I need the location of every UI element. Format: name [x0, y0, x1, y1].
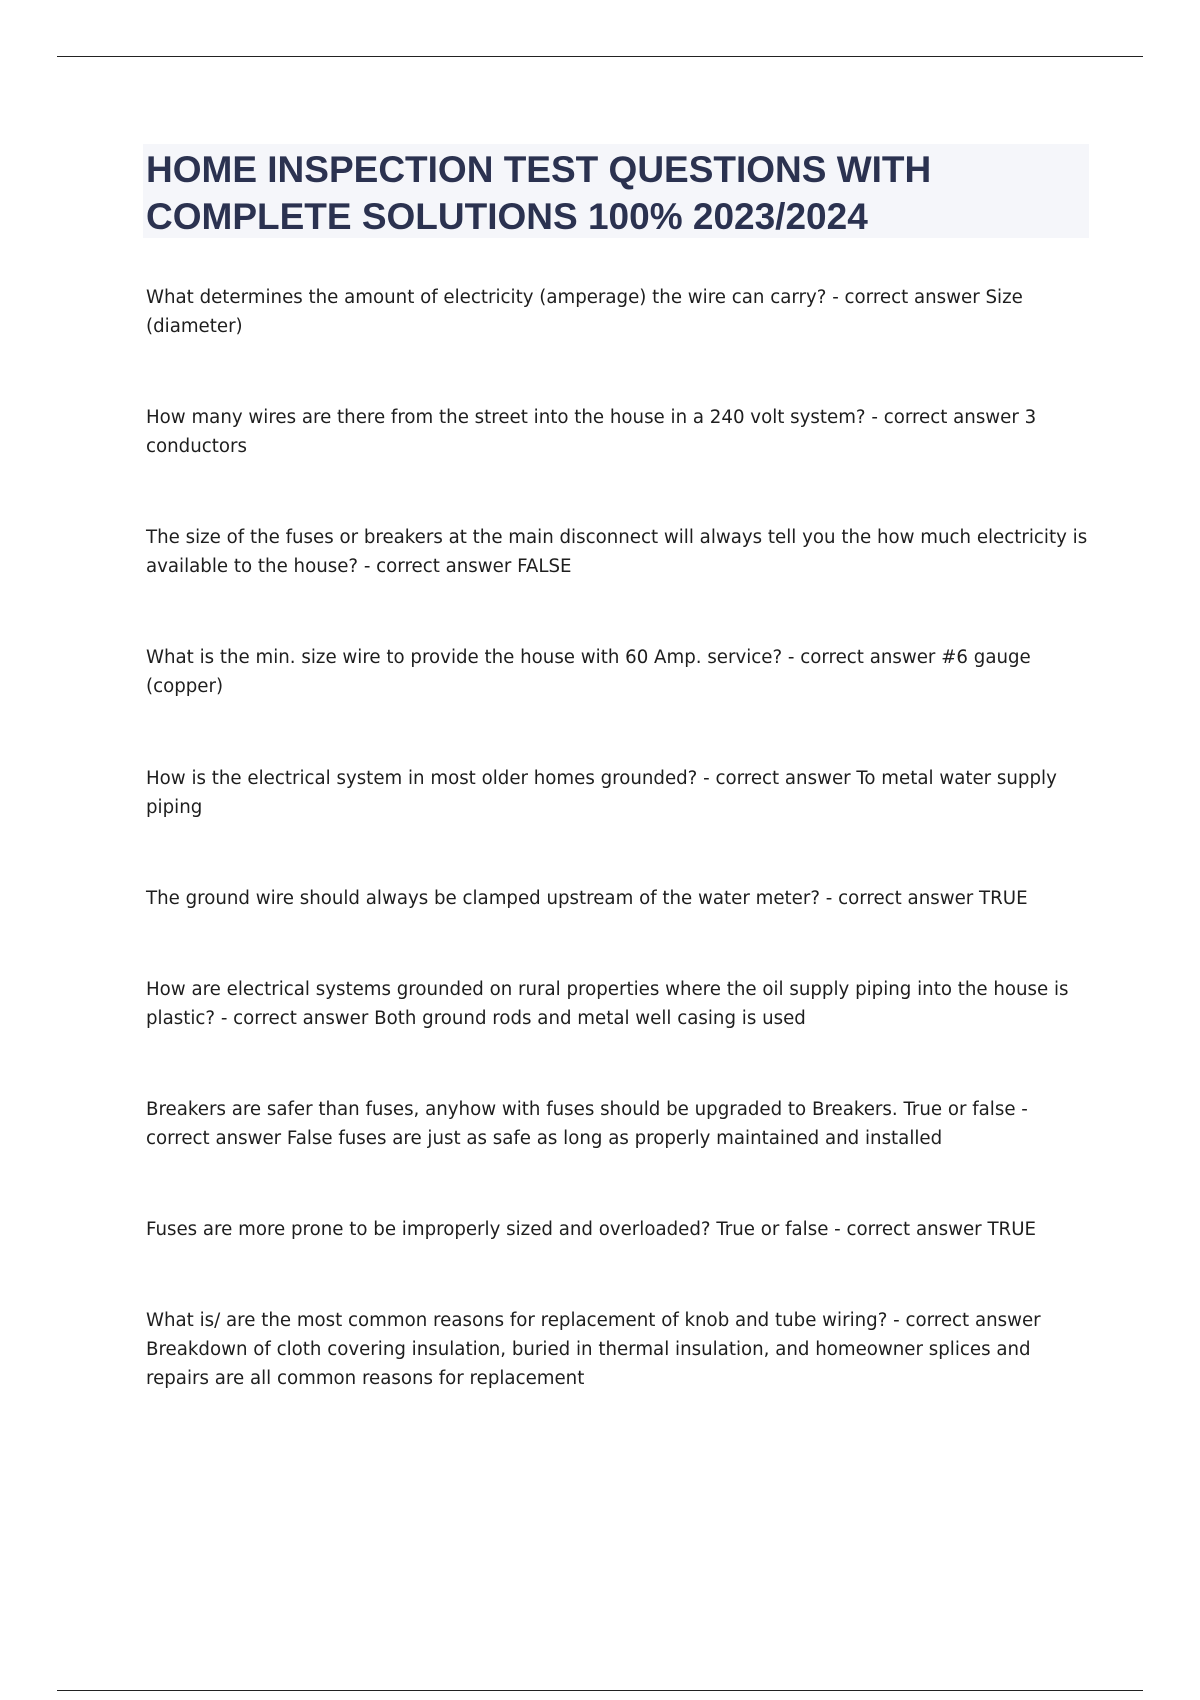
qa-item-7: How are electrical systems grounded on rural properties where the oil supply piping into the house is plastic? - correct answer Both ground rods and metal well casing is used	[146, 979, 1069, 1029]
qa-item-8: Breakers are safer than fuses, anyhow with fuses should be upgraded to Breakers. True or false - correct answer False fuses are just as safe as long as properly maintained and installed	[146, 1099, 1028, 1149]
qa-item-6: The ground wire should always be clamped upstream of the water meter? - correct answer TRUE	[146, 888, 1028, 909]
qa-item-2: How many wires are there from the street into the house in a 240 volt system? - correct answer 3 conductors	[146, 407, 1037, 457]
qa-item-10: What is/ are the most common reasons for replacement of knob and tube wiring? - correct answer Breakdown of cloth covering insulation, buried in thermal insulation, and homeowner splices and repairs are all common reasons for replacement	[146, 1310, 1041, 1389]
document-title: HOME INSPECTION TEST QUESTIONS WITH COMPLETE SOLUTIONS 100% 2023/2024	[146, 149, 932, 237]
bottom-divider	[57, 1690, 1143, 1691]
top-divider	[57, 56, 1143, 57]
qa-item-4: What is the min. size wire to provide the house with 60 Amp. service? - correct answer #6 gauge (copper)	[146, 647, 1031, 697]
qa-item-1: What determines the amount of electricity (amperage) the wire can carry? - correct answer Size (diameter)	[146, 287, 1023, 337]
qa-item-5: How is the electrical system in most older homes grounded? - correct answer To metal water supply piping	[146, 768, 1057, 818]
qa-item-9: Fuses are more prone to be improperly sized and overloaded? True or false - correct answer TRUE	[146, 1219, 1036, 1240]
qa-item-3: The size of the fuses or breakers at the main disconnect will always tell you the how much electricity is available to the house? - correct answer FALSE	[146, 527, 1088, 577]
